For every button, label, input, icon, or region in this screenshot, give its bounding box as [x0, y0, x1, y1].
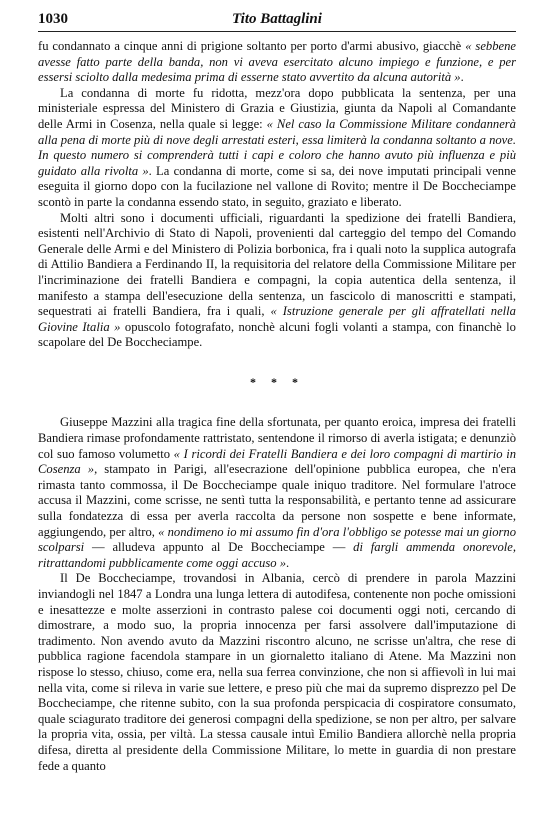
text-run: opuscolo fotografato, nonchè alcuni fogli volanti a stampa, con financhè lo scapolare del De Boccheciampe. [38, 319, 516, 350]
running-title: Tito Battaglini [232, 11, 322, 27]
text-run: . La condanna di morte, come si sa, dei nove imputati principali venne eseguita il giorno dopo con la fucilazione nel vallone di Rovito; mentre il De Boccheciampe scontò in parte la condanna essendo stato, in seguito, graziato e liberato. [38, 163, 516, 209]
text-run: Giuseppe Mazzini alla tragica fine della sfortunata, per quanto eroica, impresa dei fratelli Bandiera rimase profondamente rattristato, sentendone il rimorso di averla istigata; e denunziò col suo famoso volumetto [38, 415, 516, 461]
text-run: . [286, 555, 290, 570]
section-separator: * * * [250, 374, 304, 389]
paragraph [38, 571, 516, 774]
paragraph [38, 415, 516, 571]
page-number: 1030 [38, 11, 68, 27]
italic-quote: « I ricordi dei Fratelli Bandiera e dei loro compagni di martirio in Cosenza » [38, 446, 516, 477]
text-run: , stampato in Parigi, all'esecrazione dell'opinione pubblica europea, che n'era rimasta tanto commossa, il De Boccheciampe quale iniquo traditore. Nel formulare l'atroce accusa il Mazzini, come scrisse, ne sentì tutta la responsabilità, e pertanto tenne ad assicurare sulla fondatezza di essa per averla raccolta da persone non sospette e bene informate, aggiungendo, per altro, [38, 462, 516, 539]
page-header [38, 7, 516, 31]
italic-quote: « sebbene avesse fatto parte della banda, non vi aveva esercitato alcuno impiego e funzione, e per essersi sciolto dalla medesima prima di esserne stato avvertito da alcuna autorità » [38, 39, 516, 85]
text-run: — alludeva appunto al De Boccheciampe — [84, 540, 354, 555]
paragraph [38, 211, 516, 351]
text-run: La condanna di morte fu ridotta, mezz'ora dopo pubblicata la sentenza, per una ministeriale espressa del Ministero di Grazia e Giustizia, giunta da Napoli al Comandante delle Armi in Cosenza, nella quale si legge: [38, 85, 516, 131]
text-run: fu condannato a cinque anni di prigione soltanto per porto d'armi abusivo, giacchè [38, 39, 466, 53]
text-run: Il De Boccheciampe, trovandosi in Albania, cercò di prendere in parola Mazzini inviandogli nel 1847 a Londra una lunga lettera di autodifesa, contenente non poche omissioni e inesattezze e molte asserzioni in contrasto palese coi documenti oggi noti, cercando di dimostrare, a modo suo, la propria innocenza per farsi assolvere dall'imputazione di tradimento. Non avendo avuto da Mazzini riscontro alcuno, ne scrisse un'altra, che rese di pubblica ragione facendola stampare in un giornaletto italiano di Atene. Ma Mazzini non rispose lo stesso, chiuso, come era, nella sua ferrea convinzione, che non si affievolì in lui mai nella vita, come si rileva in varie sue lettere, e preso più che mai da supremo disprezzo pel De Boccheciampe, che ritenne subito, con la sua profonda perspicacia di cospiratore consumato, quale sciagurato traditore dei generosi compagni della spedizione, se non per altro, per salvare la propria vita, ossia, per viltà. La stessa causale intuì Emilio Bandiera allorchè nella propria difesa, diretta al presidente della Commissione Militare, lo mette in guardia di non prestare fede a quanto [38, 571, 516, 773]
italic-quote: « Istruzione generale per gli affratellati nella Giovine Italia » [38, 304, 516, 334]
text-run: . [460, 70, 464, 85]
header-rule [38, 31, 516, 32]
text-run: Molti altri sono i documenti ufficiali, riguardanti la spedizione dei fratelli Bandiera, esistenti nell'Archivio di Stato di Napoli, provenienti dal carteggio del tempo del Comando Generale delle Armi e del Ministero di Polizia borbonica, fra i quali noto la supplica autografa di Attilio Bandiera a Ferdinando II, la requisitoria del relatore della Commissione Militare per l'incriminazione dei fratelli Bandiera e compagni, la copia autentica della sentenza, il manifesto a stampa dell'esecuzione della sentenza, un fascicolo di manoscritti e stampati, sequestrati ai fratelli Bandiera, fra i quali, [38, 210, 516, 319]
paragraph [38, 39, 516, 86]
italic-quote: di fargli ammenda onorevole, ritrattandomi pubblicamente come oggi accuso » [38, 540, 516, 570]
paragraph [38, 86, 516, 211]
italic-quote: « Nel caso la Commissione Militare condannerà alla pena di morte più di nove degli arrestati esteri, essa limiterà la condanna soltanto a nove. In questo numero si comprenderà tutti i capi e coloro che hanno avuto più influenza e più guidato alla rivolta » [38, 116, 516, 178]
italic-quote: « nondimeno io mi assumo fin d'ora l'obbligo se potesse mai un giorno scolparsi [38, 524, 516, 555]
body-text [38, 39, 516, 774]
